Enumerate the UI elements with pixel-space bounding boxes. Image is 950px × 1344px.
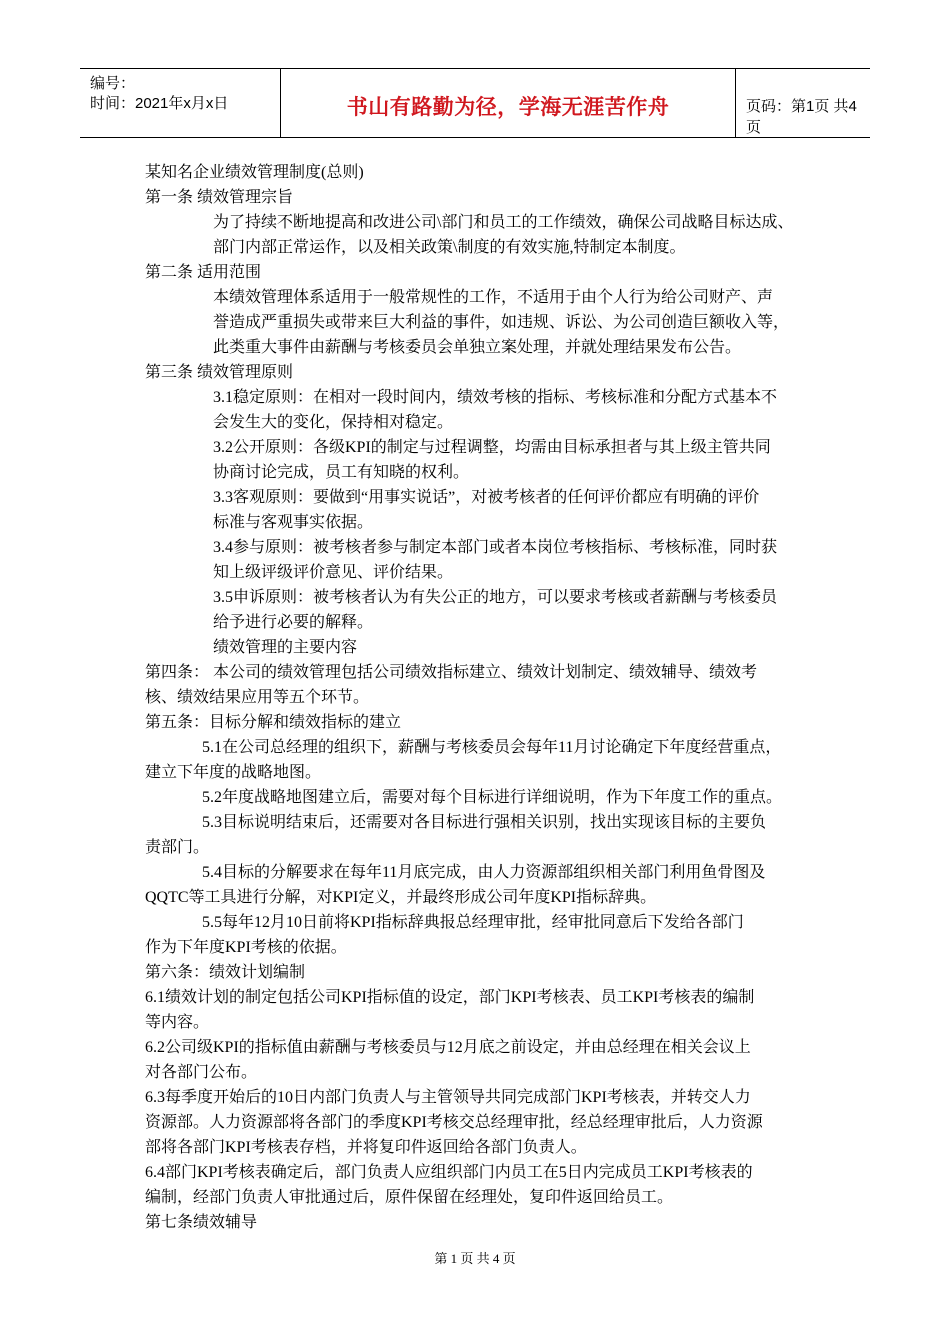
- document-date: 时间：2021年x月x日: [90, 95, 229, 112]
- paragraph-line: 3.4参与原则：被考核者参与制定本部门或者本岗位考核指标、考核标准，同时获: [213, 539, 778, 556]
- paragraph-line: 责部门。: [145, 839, 210, 856]
- article-heading: 第五条：目标分解和绩效指标的建立: [145, 714, 402, 731]
- paragraph-line: 建立下年度的战略地图。: [145, 764, 322, 781]
- paragraph-line: 资源部。人力资源部将各部门的季度KPI考核交总经理审批，经总经理审批后，人力资源: [145, 1114, 763, 1131]
- paragraph-line: 6.1绩效计划的制定包括公司KPI指标值的设定，部门KPI考核表、员工KPI考核表的编制: [145, 989, 755, 1006]
- paragraph-line: 5.1在公司总经理的组织下，薪酬与考核委员会每年11月讨论确定下年度经营重点，: [202, 739, 782, 756]
- article-heading: 第六条：绩效计划编制: [145, 964, 306, 981]
- page-footer: 第 1 页 共 4 页: [434, 1251, 516, 1266]
- document-number-label: 编号：: [90, 75, 136, 92]
- paragraph-line: 誉造成严重损失或带来巨大利益的事件，如违规、诉讼、为公司创造巨额收入等，: [213, 314, 790, 331]
- paragraph-line: 3.1稳定原则：在相对一段时间内，绩效考核的指标、考核标准和分配方式基本不: [213, 389, 778, 406]
- paragraph-line: 知上级评级评价意见、评价结果。: [213, 564, 454, 581]
- article-heading: 第一条 绩效管理宗旨: [145, 189, 294, 206]
- document-title: 某知名企业绩效管理制度(总则): [145, 164, 364, 181]
- article-heading: 第三条 绩效管理原则: [145, 364, 294, 381]
- paragraph-line: 3.3客观原则：要做到“用事实说话”，对被考核者的任何评价都应有明确的评价: [213, 489, 760, 506]
- section-heading: 绩效管理的主要内容: [213, 639, 358, 656]
- paragraph-line: 5.4目标的分解要求在每年11月底完成，由人力资源部组织相关部门利用鱼骨图及: [202, 864, 766, 881]
- paragraph-line: 部将各部门KPI考核表存档，并将复印件返回给各部门负责人。: [145, 1139, 587, 1156]
- paragraph-line: 部门内部正常运作，以及相关政策\制度的有效实施,特制定本制度。: [213, 239, 686, 256]
- paragraph-line: 会发生大的变化，保持相对稳定。: [213, 414, 454, 431]
- paragraph-line: 为了持续不断地提高和改进公司\部门和员工的工作绩效，确保公司战略目标达成、: [213, 214, 794, 231]
- header-motto: 书山有路勤为径，学海无涯苦作舟: [346, 96, 670, 119]
- paragraph-line: 5.3目标说明结束后，还需要对各目标进行强相关识别，找出实现该目标的主要负: [202, 814, 767, 831]
- paragraph-line: QQTC等工具进行分解，对KPI定义，并最终形成公司年度KPI指标辞典。: [145, 889, 657, 906]
- article-heading: 第二条 适用范围: [145, 264, 262, 281]
- paragraph-line: 3.2公开原则：各级KPI的制定与过程调整，均需由目标承担者与其上级主管共同: [213, 439, 771, 456]
- paragraph-line: 5.5每年12月10日前将KPI指标辞典报总经理审批，经审批同意后下发给各部门: [202, 914, 744, 931]
- article-heading: 第四条： 本公司的绩效管理包括公司绩效指标建立、绩效计划制定、绩效辅导、绩效考: [145, 664, 758, 681]
- paragraph-line: 6.3每季度开始后的10日内部门负责人与主管领导共同完成部门KPI考核表，并转交人力: [145, 1089, 751, 1106]
- paragraph-line: 5.2年度战略地图建立后，需要对每个目标进行详细说明，作为下年度工作的重点。: [202, 789, 783, 806]
- paragraph-line: 对各部门公布。: [145, 1064, 258, 1081]
- paragraph-line: 核、绩效结果应用等五个环节。: [145, 689, 370, 706]
- paragraph-line: 作为下年度KPI考核的依据。: [145, 939, 347, 956]
- paragraph-line: 此类重大事件由薪酬与考核委员会单独立案处理，并就处理结果发布公告。: [213, 339, 742, 356]
- header-page-number: 页码：第1页 共4页: [746, 98, 857, 136]
- article-heading: 第七条绩效辅导: [145, 1214, 258, 1231]
- paragraph-line: 标准与客观事实依据。: [213, 514, 374, 531]
- paragraph-line: 本绩效管理体系适用于一般常规性的工作，不适用于由个人行为给公司财产、声: [213, 289, 774, 306]
- paragraph-line: 编制，经部门负责人审批通过后，原件保留在经理处，复印件返回给员工。: [145, 1189, 674, 1206]
- paragraph-line: 3.5申诉原则：被考核者认为有失公正的地方，可以要求考核或者薪酬与考核委员: [213, 589, 778, 606]
- paragraph-line: 协商讨论完成，员工有知晓的权利。: [213, 464, 470, 481]
- paragraph-line: 给予进行必要的解释。: [213, 614, 374, 631]
- paragraph-line: 6.4部门KPI考核表确定后，部门负责人应组织部门内员工在5日内完成员工KPI考核表的: [145, 1164, 753, 1181]
- paragraph-line: 6.2公司级KPI的指标值由薪酬与考核委员与12月底之前设定，并由总经理在相关会议上: [145, 1039, 751, 1056]
- paragraph-line: 等内容。: [145, 1014, 210, 1031]
